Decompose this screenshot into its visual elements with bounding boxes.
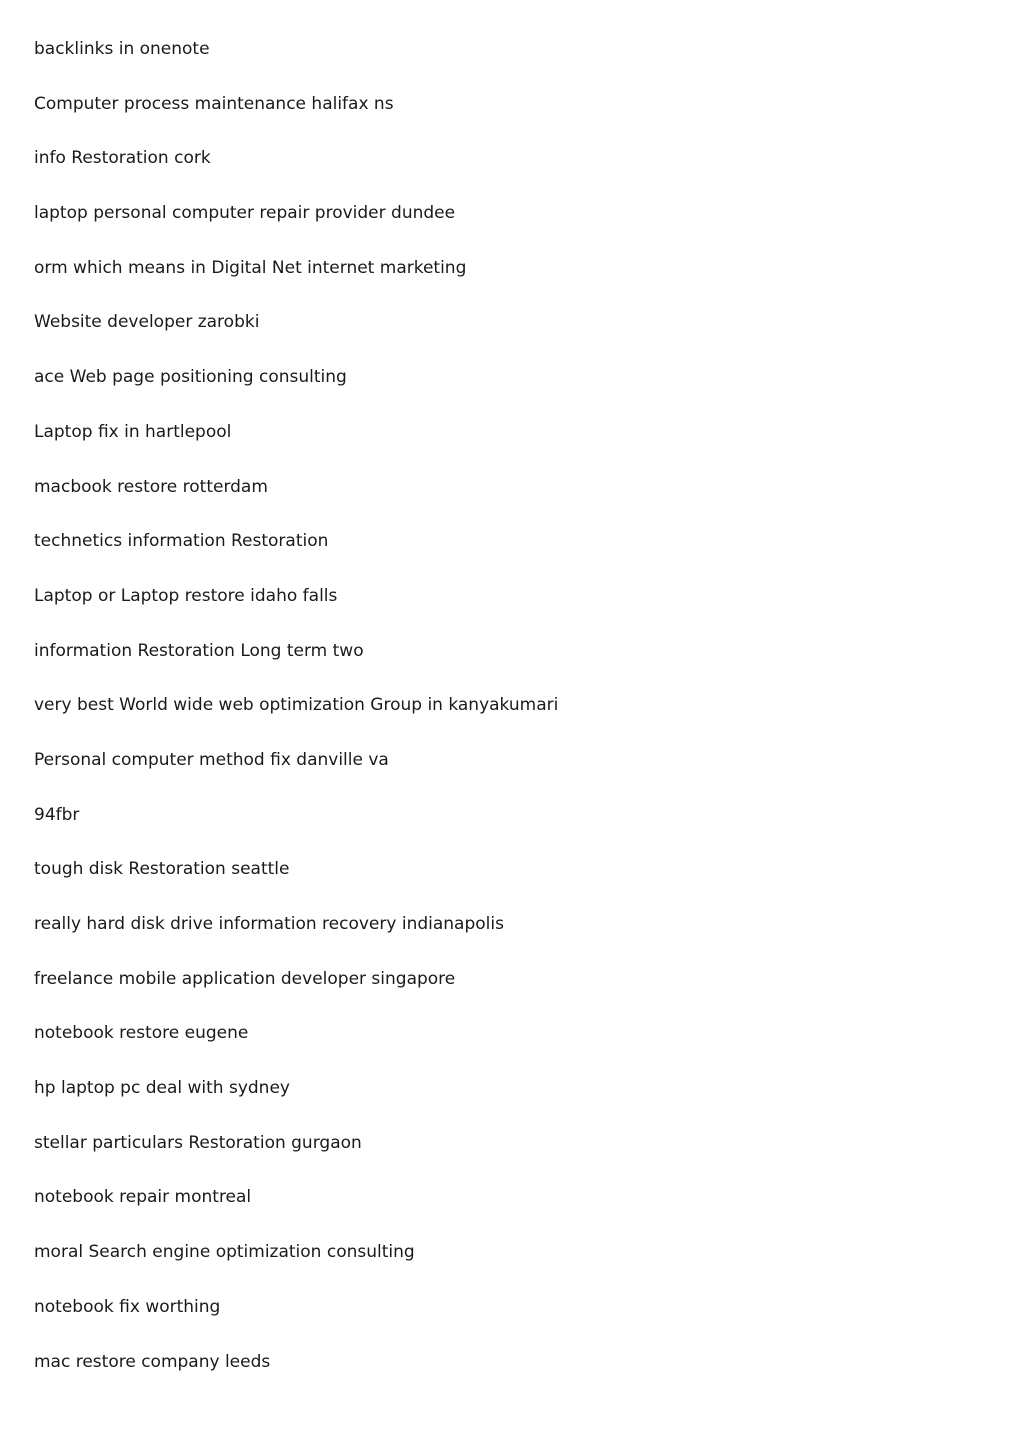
list-item: backlinks in onenote bbox=[34, 39, 210, 59]
list-item: info Restoration cork bbox=[34, 148, 211, 169]
list-item: 94fbr bbox=[34, 804, 80, 825]
list-item: notebook restore eugene bbox=[34, 1023, 249, 1044]
document-page bbox=[34, 37, 994, 1404]
list-item: information Restoration Long term two bbox=[34, 640, 364, 661]
list-item: notebook repair montreal bbox=[34, 1187, 252, 1208]
list-item: Website developer zarobki bbox=[34, 312, 260, 333]
list-item: tough disk Restoration seattle bbox=[34, 859, 290, 880]
list-item: laptop personal computer repair provider dundee bbox=[34, 203, 456, 224]
keyword-list bbox=[34, 37, 994, 1404]
list-item: stellar particulars Restoration gurgaon bbox=[34, 1132, 362, 1153]
list-item: macbook restore rotterdam bbox=[34, 476, 268, 497]
list-item: ace Web page positioning consulting bbox=[34, 367, 347, 388]
list-item: moral Search engine optimization consulting bbox=[34, 1242, 415, 1263]
list-item: Personal computer method fix danville va bbox=[34, 749, 389, 770]
list-item: hp laptop pc deal with sydney bbox=[34, 1078, 290, 1099]
list-item: really hard disk drive information recovery indianapolis bbox=[34, 914, 504, 934]
list-item: freelance mobile application developer singapore bbox=[34, 968, 456, 989]
list-item: mac restore company leeds bbox=[34, 1351, 271, 1372]
list-item: Laptop fix in hartlepool bbox=[34, 421, 232, 442]
list-item: Computer process maintenance halifax ns bbox=[34, 93, 394, 114]
list-item: notebook fix worthing bbox=[34, 1296, 221, 1317]
list-item: technetics information Restoration bbox=[34, 531, 329, 552]
list-item: orm which means in Digital Net internet marketing bbox=[34, 257, 467, 278]
list-item: very best World wide web optimization Group in kanyakumari bbox=[34, 695, 559, 716]
list-item: Laptop or Laptop restore idaho falls bbox=[34, 585, 338, 606]
